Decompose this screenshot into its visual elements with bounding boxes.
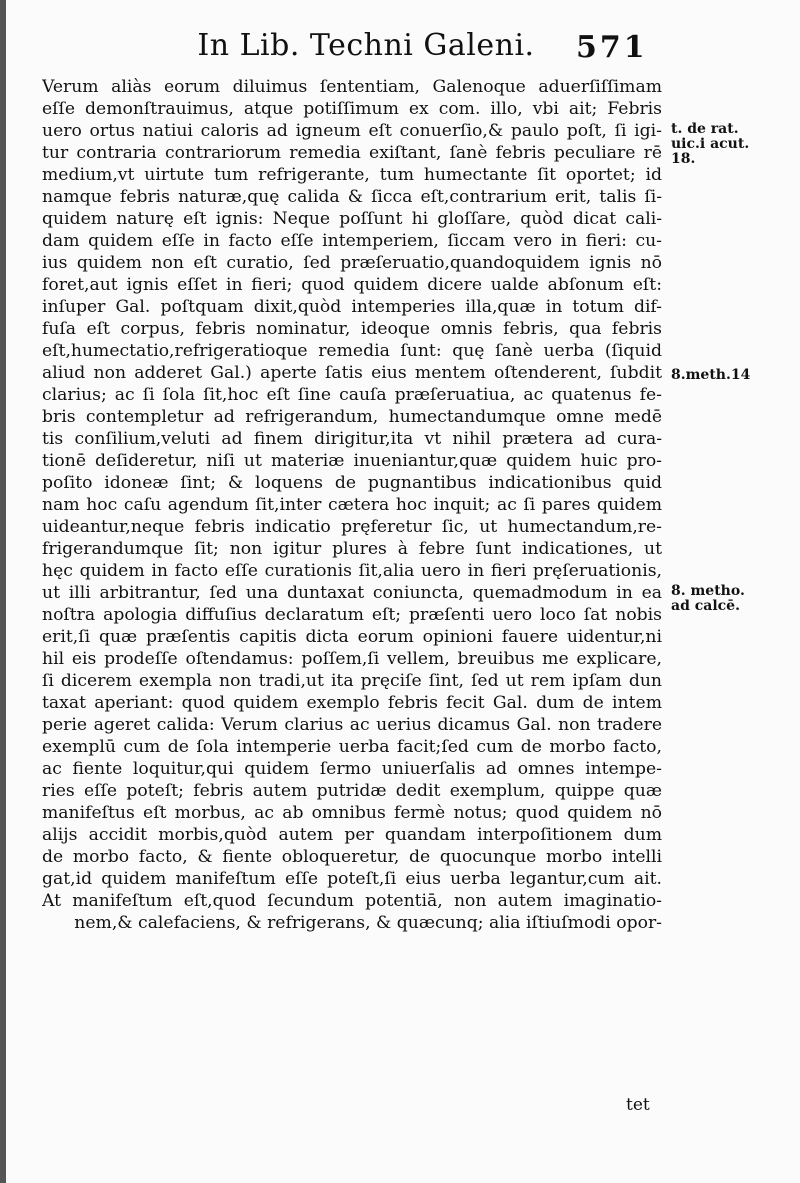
text-line: eſſe demonſtrauimus, atque potiſſimum ex com. illo, vbi ait; Febris	[42, 99, 662, 119]
text-line: ac fiente loquitur,qui quidem ſermo uniuerſalis ad omnes intempe-	[42, 759, 662, 779]
text-line: exemplū cum de ſola intemperie uerba facit;ſed cum de morbo facto,	[42, 737, 662, 757]
text-line: eſt,humectatio,refrigeratioque remedia ſunt: quę ſanè uerba (ſiquid	[42, 341, 662, 361]
text-line: uero ortus natiui caloris ad igneum eſt conuerſio,& paulo poſt, ſi igi-	[42, 121, 662, 141]
margin-note-line: uic.i acut.	[671, 136, 750, 152]
text-line: frigerandumque ſit; non igitur plures à febre ſunt indicationes, ut	[42, 539, 662, 559]
running-head-title: In Lib. Techni Galeni.	[197, 28, 535, 63]
text-line: ſi dicerem exempla non tradi,ut ita pręciſe ſint, ſed ut rem ipſam dun	[42, 671, 662, 691]
text-line: medium,vt uirtute tum refrigerante, tum humectante ſit oportet; id	[42, 165, 662, 185]
margin-note-line: t. de rat.	[671, 121, 739, 137]
text-line: aliud non adderet Gal.) aperte ſatis eius mentem oſtenderent, ſubdit	[42, 363, 662, 383]
margin-note-2	[671, 368, 771, 383]
text-line: ut illi arbitrantur, ſed una duntaxat coniuncta, quemadmodum in ea	[42, 583, 662, 603]
margin-note-3	[671, 584, 771, 614]
margin-note-line: 8. metho.	[671, 583, 745, 599]
text-line: perie ageret calida: Verum clarius ac uerius dicamus Gal. non tradere	[42, 715, 662, 735]
text-line: tionē deſideretur, niſi ut materiæ inueniantur,quæ quidem huic pro-	[42, 451, 662, 471]
text-line: quidem naturę eſt ignis: Neque poſſunt hi gloſſare, quòd dicat cali-	[42, 209, 662, 229]
text-line: manifeſtus eſt morbus, ac ab omnibus fermè notus; quod quidem nō	[42, 803, 662, 823]
text-line: nem,& calefaciens, & refrigerans, & quæcunq; alia iſtiuſmodi opor-	[74, 913, 662, 933]
text-line: inſuper Gal. poſtquam dixit,quòd intemperies illa,quæ in totum dif-	[42, 297, 662, 317]
text-line: alijs accidit morbis,quòd autem per quandam interpoſitionem dum	[42, 825, 662, 845]
page-number: 571	[576, 30, 648, 65]
text-line: tis conſilium,veluti ad finem dirigitur,ita vt nihil prætera ad cura-	[42, 429, 662, 449]
text-line: gat,id quidem manifeſtum eſſe poteſt,ſi eius uerba legantur,cum ait.	[42, 869, 662, 889]
text-line: taxat aperiant: quod quidem exemplo febris fecit Gal. dum de intem	[42, 693, 662, 713]
margin-note-line: ad calcē.	[671, 598, 740, 614]
text-line: noſtra apologia diffuſius declaratum eſt; præſenti uero loco ſat nobis	[42, 605, 662, 625]
body-text	[42, 76, 662, 934]
text-line: foret,aut ignis eſſet in fieri; quod quidem dicere ualde abſonum eſt:	[42, 275, 662, 295]
text-line: de morbo facto, & fiente obloqueretur, de quocunque morbo intelli	[42, 847, 662, 867]
text-line: namque febris naturæ,quę calida & ſicca eſt,contrarium erit, talis ſi-	[42, 187, 662, 207]
text-line: hęc quidem in facto eſſe curationis ſit,alia uero in fieri pręſeruationis,	[42, 561, 662, 581]
text-line: At manifeſtum eſt,quod ſecundum potentiā, non autem imaginatio-	[42, 891, 662, 911]
margin-note-line: 8.meth.14	[671, 367, 751, 383]
text-line: fuſa eſt corpus, febris nominatur, ideoque omnis febris, qua febris	[42, 319, 662, 339]
text-line: Verum aliàs eorum diluimus ſententiam, Galenoque aduerſiſſimam	[42, 77, 662, 97]
text-line: tur contraria contrariorum remedia exiſtant, ſanè febris peculiare rē	[42, 143, 662, 163]
catchword: tet	[626, 1095, 650, 1115]
text-line: clarius; ac ſi ſola ſit,hoc eſt ſine cauſa præſeruatiua, ac quatenus fe-	[42, 385, 662, 405]
text-line: dam quidem eſſe in facto eſſe intemperiem, ſiccam vero in fieri: cu-	[42, 231, 662, 251]
text-line: hil eis prodeſſe oſtendamus: poſſem,ſi vellem, breuibus me explicare,	[42, 649, 662, 669]
text-line: bris contempletur ad refrigerandum, humectandumque omne medē	[42, 407, 662, 427]
text-line: ius quidem non eſt curatio, ſed præſeruatio,quandoquidem ignis nō	[42, 253, 662, 273]
text-line: erit,ſi quæ præſentis capitis dicta eorum opinioni fauere uidentur,ni	[42, 627, 662, 647]
text-line: ries eſſe poteſt; febris autem putridæ dedit exemplum, quippe quæ	[42, 781, 662, 801]
text-line: nam hoc caſu agendum ſit,inter cætera hoc inquit; ac ſi pares quidem	[42, 495, 662, 515]
margin-note-line: 18.	[671, 151, 696, 167]
margin-note-1	[671, 122, 771, 167]
text-line: uideantur,neque febris indicatio pręferetur ſic, ut humectandum,re-	[42, 517, 662, 537]
text-line: poſito idoneæ ſint; & loquens de pugnantibus indicationibus quid	[42, 473, 662, 493]
